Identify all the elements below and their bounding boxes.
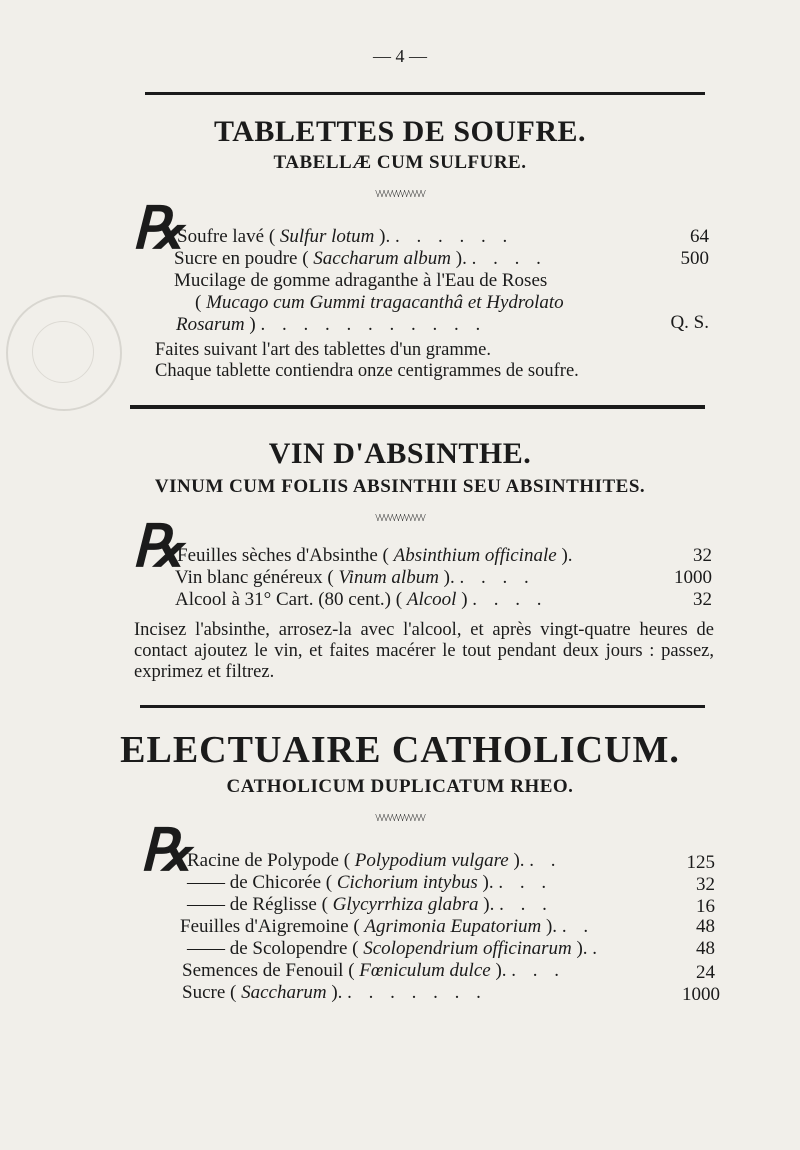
ingredient-name: —— de Réglisse [187,894,317,915]
ingredient-quantity: 125 [686,852,715,873]
ingredient-line: Rosarum ) . . . . . . . . . . . [176,314,487,335]
ingredient-name: Feuilles d'Aigremoine [180,916,349,937]
ornament: \/\/\/\/\/\/\/\/\/\/\/\/ [375,812,425,824]
ingredient-quantity: 64 [690,226,709,247]
ingredient-quantity: 48 [696,916,715,937]
ingredient-name: —— de Chicorée [187,872,322,893]
recipe-symbol-icon: ℞ [132,196,184,261]
ingredient-name: Alcool à 31° Cart. (80 cent.) [175,589,392,610]
recipe-symbol-icon: ℞ [132,514,184,579]
ornament: \/\/\/\/\/\/\/\/\/\/\/\/ [375,188,425,200]
section-title: TABLETTES DE SOUFRE. [213,115,587,148]
instruction-line: Chaque tablette contiendra onze centigrammes de soufre. [155,361,579,381]
ingredient-latin: Alcool [406,589,457,610]
ingredient-name: Feuilles sèches d'Absinthe [177,545,378,566]
ingredient-latin: Saccharum [241,982,327,1003]
section-subtitle: VINUM CUM FOLIIS ABSINTHII SEU ABSINTHITES. [154,476,646,497]
ingredient-quantity: 32 [693,545,712,566]
ingredient-quantity: 16 [696,896,715,917]
section-subtitle: TABELLÆ CUM SULFURE. [273,152,527,173]
ingredient-line: Soufre lavé ( Sulfur lotum ). . . . . . . [177,226,514,247]
section-subtitle: CATHOLICUM DUPLICATUM RHEO. [226,776,574,797]
ingredient-name: Sucre en poudre [174,248,298,269]
ingredient-line: Alcool à 31° Cart. (80 cent.) ( Alcool ) . . . . [175,589,548,610]
ingredient-quantity: Q. S. [670,312,709,333]
ingredient-latin: Mucago cum Gummi tragacanthâ et Hydrolato [206,292,564,313]
section-rule [140,705,705,708]
ingredient-latin: Fœniculum dulce [359,960,491,981]
ingredient-name: Vin blanc généreux [175,567,323,588]
ingredient-name: Mucilage de gomme adraganthe à l'Eau de Roses [174,270,548,291]
ingredient-name: —— de Scolopendre [187,938,348,959]
ornament: \/\/\/\/\/\/\/\/\/\/\/\/ [375,512,425,524]
ingredient-quantity: 48 [696,938,715,959]
ingredient-latin: Agrimonia Eupatorium [364,916,542,937]
ingredient-latin: Saccharum album [313,248,452,269]
header-rule [145,92,705,95]
page-number: — 4 — [373,46,427,66]
ingredient-line: Semences de Fenouil ( Fœniculum dulce ). . . . [182,960,566,981]
recipe-symbol-icon: ℞ [140,818,192,883]
ingredient-quantity: 24 [696,962,715,983]
ingredient-quantity: 500 [680,248,709,269]
section-rule [130,405,705,409]
ingredient-line: Sucre ( Saccharum ). . . . . . . . [182,982,487,1003]
ingredient-latin: Scolopendrium officinarum [363,938,572,959]
ingredient-line: Sucre en poudre ( Saccharum album ). . . . . [174,248,547,269]
ingredient-line: ( Mucago cum Gummi tragacanthâ et Hydrolato [195,292,564,313]
ingredient-latin: Absinthium officinale [393,545,557,566]
ingredient-name: Soufre lavé [177,226,265,247]
ingredient-line: —— de Réglisse ( Glycyrrhiza glabra ). . . . [187,894,553,915]
ingredient-quantity: 32 [696,874,715,895]
ingredient-line: Feuilles d'Aigremoine ( Agrimonia Eupatorium ). . . [180,916,595,937]
ingredient-latin: Sulfur lotum [279,226,375,247]
ingredient-name: Semences de Fenouil [182,960,344,981]
library-stamp [6,295,122,411]
instruction-paragraph: Incisez l'absinthe, arrosez-la avec l'alcool, et après vingt-quatre heures de contact ajoutez le vin, et faites macérer le tout pendant deux jours : passez, exprimez et filtrez. [134,620,714,682]
ingredient-name: Racine de Polypode [187,850,339,871]
ingredient-line: —— de Chicorée ( Cichorium intybus ). . . . [187,872,553,893]
instruction-line: Faites suivant l'art des tablettes d'un gramme. [155,340,491,360]
ingredient-quantity: 32 [693,589,712,610]
section-title: VIN D'ABSINTHE. [268,437,532,470]
ingredient-latin: Rosarum [176,314,245,335]
ingredient-line: Feuilles sèches d'Absinthe ( Absinthium officinale ). [177,545,573,566]
ingredient-latin: Vinum album [338,567,439,588]
ingredient-latin: Glycyrrhiza glabra [332,894,479,915]
ingredient-line: Racine de Polypode ( Polypodium vulgare ). . . [187,850,562,871]
ingredient-name: Sucre [182,982,226,1003]
ingredient-quantity: 1000 [674,567,712,588]
ingredient-latin: Cichorium intybus [336,872,478,893]
section-title: ELECTUAIRE CATHOLICUM. [120,729,680,771]
ingredient-quantity: 1000 [682,984,720,1005]
ingredient-latin: Polypodium vulgare [354,850,509,871]
ingredient-line: —— de Scolopendre ( Scolopendrium officinarum ). . [187,938,604,959]
ingredient-line: Vin blanc généreux ( Vinum album ). . . . . [175,567,535,588]
